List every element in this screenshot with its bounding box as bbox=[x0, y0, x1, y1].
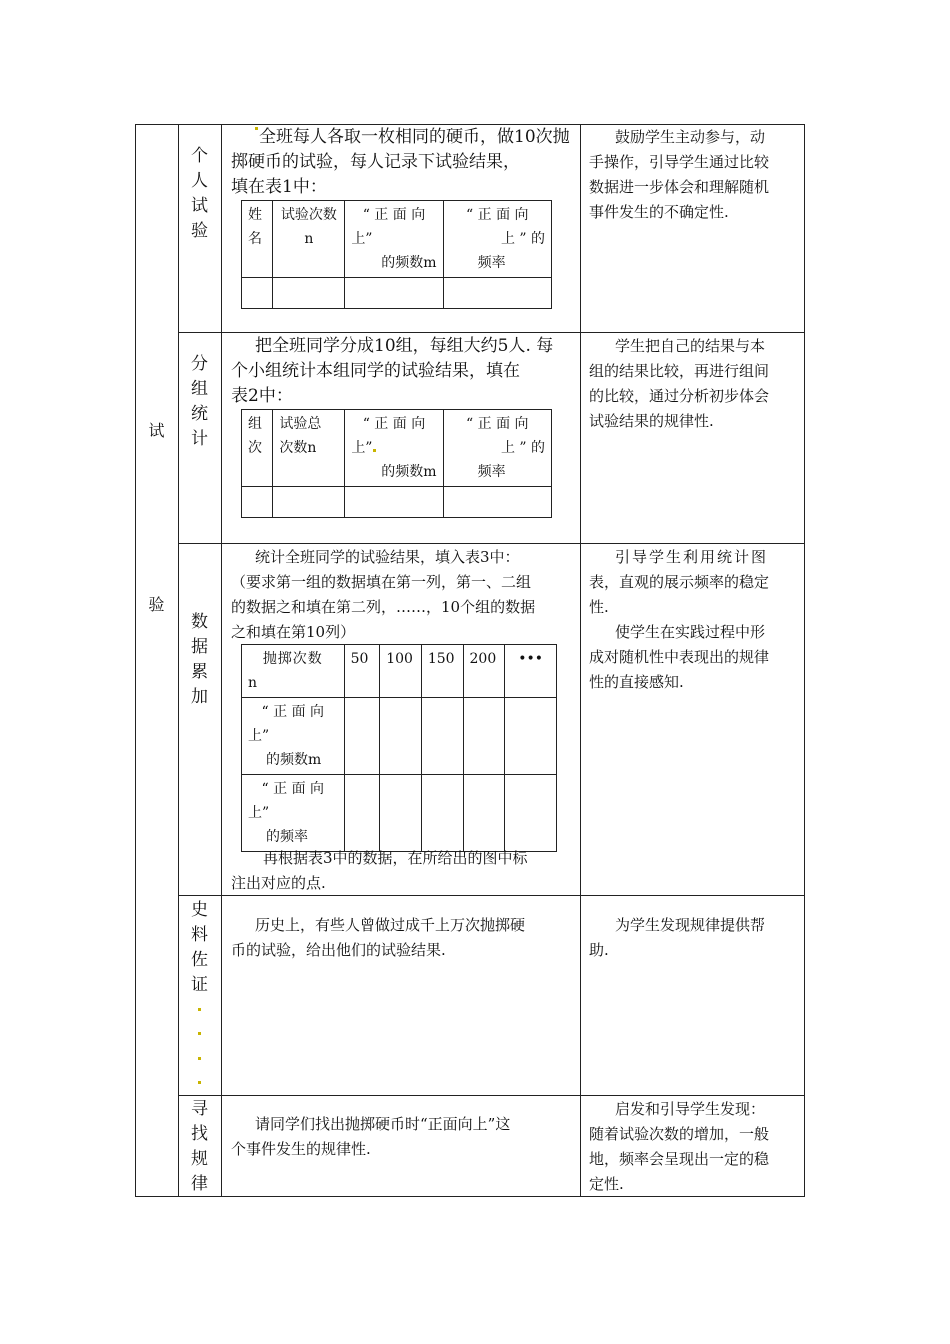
note-line: 地，频率会呈现出一定的稳 bbox=[589, 1150, 770, 1168]
row1-note bbox=[589, 125, 799, 225]
note-line: 性. bbox=[589, 598, 609, 616]
note-line: 性的直接感知. bbox=[589, 673, 684, 691]
table2-cell[interactable] bbox=[443, 487, 551, 518]
content-line: 把全班同学分成10组，每组大约5人. 每 bbox=[255, 336, 554, 356]
row3-content bbox=[231, 545, 574, 645]
col-divider-3 bbox=[580, 124, 581, 1197]
table3-row-freq bbox=[242, 698, 345, 775]
note-line: 为学生发现规律提供帮 bbox=[615, 916, 766, 934]
table2-header-total bbox=[273, 410, 345, 487]
table1-header-name: 姓名 bbox=[242, 201, 273, 278]
table3-cell[interactable] bbox=[380, 698, 422, 775]
content-line: （要求第一组的数据填在第一列，第一、二组 bbox=[231, 573, 532, 591]
content-line: 全班每人各取一枚相同的硬币，做10次抛 bbox=[231, 125, 574, 150]
step-char: 史 bbox=[191, 900, 208, 920]
table3-cell[interactable] bbox=[380, 775, 422, 852]
step-label-history bbox=[178, 898, 221, 998]
header-line: 的频率 bbox=[266, 829, 308, 845]
header-line: “ 正 面 向 bbox=[362, 416, 426, 432]
table3-row-rate bbox=[242, 775, 345, 852]
header-line: 频率 bbox=[477, 464, 506, 480]
header-line: 的频数m bbox=[381, 255, 437, 271]
content-line: 填在表1中： bbox=[231, 177, 327, 197]
header-line: 的频数m bbox=[381, 464, 437, 480]
mark-dot bbox=[198, 1032, 201, 1035]
row-divider-1 bbox=[178, 332, 805, 333]
note-line: 表，直观的展示频率的稳定 bbox=[589, 573, 770, 591]
step-char: 加 bbox=[191, 687, 208, 707]
step-char: 个 bbox=[191, 146, 208, 166]
step-char: 律 bbox=[191, 1174, 208, 1194]
row5-content bbox=[231, 1112, 574, 1162]
note-line: 使学生在实践过程中形 bbox=[615, 623, 766, 641]
note-line: 引导学生利用统计图 bbox=[615, 548, 769, 566]
table2-header-rate bbox=[443, 410, 551, 487]
note-line: 随着试验次数的增加，一般 bbox=[589, 1125, 770, 1143]
header-line: 上” bbox=[351, 231, 373, 247]
step-char: 人 bbox=[191, 171, 208, 191]
content-line: 个事件发生的规律性. bbox=[231, 1140, 371, 1158]
note-line: 手操作，引导学生通过比较 bbox=[589, 153, 770, 171]
table3-cell[interactable] bbox=[421, 698, 463, 775]
note-line: 事件发生的不确定性. bbox=[589, 203, 729, 221]
table1-cell[interactable] bbox=[443, 278, 551, 309]
table1-header-rate bbox=[443, 201, 551, 278]
table3-cell[interactable] bbox=[344, 698, 380, 775]
step-char: 据 bbox=[191, 637, 208, 657]
header-line: 次数n bbox=[279, 440, 317, 456]
note-line: 启发和引导学生发现： bbox=[615, 1100, 766, 1118]
table3-cell[interactable] bbox=[344, 775, 380, 852]
note-line: 组的结果比较，再进行组间 bbox=[589, 362, 770, 380]
step-char: 分 bbox=[191, 354, 208, 374]
content-line: 个小组统计本组同学的试验结果，填在 bbox=[231, 361, 520, 381]
step-label-accumulate bbox=[178, 610, 221, 710]
step-char: 佐 bbox=[191, 950, 208, 970]
table1-cell[interactable] bbox=[273, 278, 345, 309]
row3-note bbox=[589, 545, 799, 695]
header-line: 上 ” 的 bbox=[500, 440, 545, 456]
table-left-border bbox=[135, 124, 136, 1197]
table3-cell[interactable] bbox=[505, 698, 557, 775]
content-line: 表2中： bbox=[231, 386, 293, 406]
note-line: 鼓励学生主动参与，动 bbox=[615, 128, 766, 146]
note-line: 数据进一步体会和理解随机 bbox=[589, 178, 770, 196]
row-divider-2 bbox=[178, 543, 805, 544]
table1-cell[interactable] bbox=[242, 278, 273, 309]
step-label-group bbox=[178, 352, 221, 452]
table2-cell[interactable] bbox=[242, 487, 273, 518]
step-char: 计 bbox=[191, 429, 208, 449]
note-line: 成对随机性中表现出的规律 bbox=[589, 648, 770, 666]
table3-cell[interactable] bbox=[463, 775, 505, 852]
table2-header-group: 组次 bbox=[242, 410, 273, 487]
table3-col-100: 100 bbox=[380, 645, 422, 698]
content-line: 注出对应的点. bbox=[231, 874, 326, 892]
row1-content bbox=[231, 125, 574, 200]
table3-col-more: ••• bbox=[505, 645, 557, 698]
table3-col-200: 200 bbox=[463, 645, 505, 698]
row2-content bbox=[231, 334, 574, 409]
table3-cell[interactable] bbox=[463, 698, 505, 775]
table3-header-throws bbox=[242, 645, 345, 698]
table1-cell[interactable] bbox=[345, 278, 443, 309]
step-label-individual bbox=[178, 144, 221, 244]
row3-after bbox=[231, 846, 574, 896]
table1-header-trials: 试验次数n bbox=[273, 201, 345, 278]
content-line: 掷硬币的试验，每人记录下试验结果， bbox=[231, 152, 520, 172]
mark-dot bbox=[255, 127, 258, 130]
header-line: 上 ” 的 bbox=[500, 231, 545, 247]
table-3 bbox=[241, 644, 557, 852]
mark-dot bbox=[198, 1008, 201, 1011]
table2-header-freq bbox=[345, 410, 443, 487]
content-line: 统计全班同学的试验结果，填入表3中： bbox=[255, 548, 520, 566]
content-line: 之和填在第10列） bbox=[231, 623, 356, 641]
header-line: 上” bbox=[351, 436, 436, 460]
table2-cell[interactable] bbox=[345, 487, 443, 518]
row4-note bbox=[589, 913, 799, 963]
header-line: 的频数m bbox=[266, 752, 322, 768]
header-line: “ 正 面 向 bbox=[261, 781, 325, 797]
content-line: 历史上，有些人曾做过成千上万次抛掷硬 bbox=[255, 916, 526, 934]
step-label-pattern bbox=[178, 1097, 221, 1197]
content-line: 的数据之和填在第二列，……，10个组的数据 bbox=[231, 598, 536, 616]
note-line: 定性. bbox=[589, 1175, 624, 1193]
mark-dot bbox=[198, 1081, 201, 1084]
row4-content bbox=[231, 913, 574, 963]
mark-dot bbox=[198, 1057, 201, 1060]
stage-label-char-1: 试 bbox=[148, 421, 165, 440]
stage-label-char-2: 验 bbox=[148, 595, 165, 614]
table3-col-150: 150 bbox=[421, 645, 463, 698]
header-line: “ 正 面 向 bbox=[261, 704, 325, 720]
col-divider-2 bbox=[221, 124, 222, 1197]
step-char: 统 bbox=[191, 404, 208, 424]
step-char: 证 bbox=[191, 975, 208, 995]
step-char: 规 bbox=[191, 1149, 208, 1169]
step-char: 数 bbox=[191, 612, 208, 632]
table2-cell[interactable] bbox=[273, 487, 345, 518]
note-line: 助. bbox=[589, 941, 609, 959]
note-line: 学生把自己的结果与本 bbox=[615, 337, 766, 355]
header-line: “ 正 面 向 bbox=[466, 416, 529, 432]
mark-dot bbox=[373, 449, 376, 452]
header-line: n bbox=[248, 675, 258, 691]
row-divider-4 bbox=[178, 1095, 805, 1096]
content-line: 币的试验，给出他们的试验结果. bbox=[231, 941, 446, 959]
header-line: 试验总 bbox=[279, 416, 322, 432]
table-2 bbox=[241, 409, 552, 518]
table1-header-freq bbox=[345, 201, 443, 278]
note-line: 的比较，通过分析初步体会 bbox=[589, 387, 770, 405]
table-right-border bbox=[804, 124, 805, 1197]
step-char: 累 bbox=[191, 662, 208, 682]
step-char: 试 bbox=[191, 196, 208, 216]
table3-cell[interactable] bbox=[505, 775, 557, 852]
table3-col-50: 50 bbox=[344, 645, 380, 698]
header-line: 抛掷次数 bbox=[262, 651, 323, 667]
content-line: 再根据表3中的数据，在所给出的图中标 bbox=[263, 849, 528, 867]
step-char: 寻 bbox=[191, 1099, 208, 1119]
step-char: 找 bbox=[191, 1124, 208, 1144]
header-line: 上” bbox=[248, 728, 270, 744]
header-line: 频率 bbox=[477, 255, 506, 271]
header-line: “ 正 面 向 bbox=[466, 207, 529, 223]
header-line: 上” bbox=[248, 805, 270, 821]
table3-cell[interactable] bbox=[421, 775, 463, 852]
row5-note bbox=[589, 1097, 799, 1197]
note-line: 试验结果的规律性. bbox=[589, 412, 714, 430]
content-line: 请同学们找出抛掷硬币时“正面向上”这 bbox=[255, 1115, 511, 1133]
step-char: 验 bbox=[191, 221, 208, 241]
step-char: 组 bbox=[191, 379, 208, 399]
row2-note bbox=[589, 334, 799, 434]
header-line: “ 正 面 向 bbox=[362, 207, 426, 223]
step-char: 料 bbox=[191, 925, 208, 945]
table-1 bbox=[241, 200, 552, 309]
